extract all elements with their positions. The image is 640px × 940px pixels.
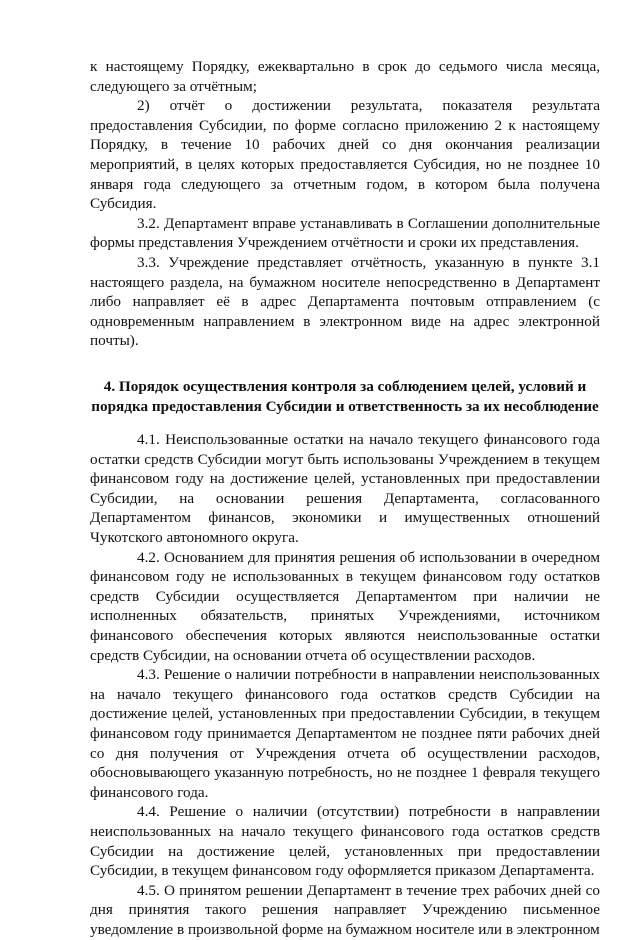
paragraph-4-5: 4.5. О принятом решении Департамент в течение трех рабочих дней со дня принятия такого решения направляет Учреждению письменное уведомление в произвольной форме на бумажном носителе или в электронном: [90, 881, 600, 938]
paragraph-4-3: 4.3. Решение о наличии потребности в направлении неиспользованных на начало текущего финансового года остатков средств Субсидии на достижение целей, установленных при предоставлении Субсидии, в текущем финансовом году принимается Департаментом не позднее пяти рабочих дней со дня получения от Учреждения отчета об осуществлении расходов, обосновывающего указанную потребность, но не позднее 1 февраля текущего финансового года.: [90, 666, 600, 801]
paragraph-4-4: 4.4. Решение о наличии (отсутствии) потребности в направлении неиспользованных на начало текущего финансового года остатков средств Субсидии на достижение целей, установленных при предоставлении Субсидии, в текущем финансовом году оформляется приказом Департамента.: [90, 803, 600, 880]
paragraph-4-1: 4.1. Неиспользованные остатки на начало текущего финансового года остатки средств Субсидии могут быть использованы Учреждением в текущем финансовом году на достижение целей, установленных при предоставлении Субсидии, на основании решения Департамента, согласованного Департаментом финансов, экономики и имущественных отношений Чукотского автономного округа.: [90, 431, 600, 547]
section-heading: [90, 377, 600, 416]
section-heading-line-2: порядка предоставления Субсидии и ответственность за их несоблюдение: [91, 397, 599, 415]
paragraph-4-2: 4.2. Основанием для принятия решения об использовании в очередном финансовом году не использованных в текущем финансовом году остатков средств Субсидии осуществляется Департаментом при наличии не исполненных обязательств, принятых Учреждениями, источником финансового обеспечения которых являются неиспользованные остатки средств Субсидии, на основании отчета об осуществлении расходов.: [90, 548, 600, 664]
paragraph-3-3: 3.3. Учреждение представляет отчётность, указанную в пункте 3.1 настоящего раздела, на бумажном носителе непосредственно в Департамент либо направляет её в адрес Департамента почтовым отправлением (с одновременным направлением в электронном виде на адрес электронной почты).: [90, 253, 600, 350]
paragraph-3-2: 3.2. Департамент вправе устанавливать в Соглашении дополнительные формы представления Учреждением отчётности и сроки их представления.: [90, 214, 600, 252]
paragraph-continuation: к настоящему Порядку, ежеквартально в срок до седьмого числа месяца, следующего за отчётным;: [90, 58, 600, 95]
section-heading-line-1: 4. Порядок осуществления контроля за соблюдением целей, условий и: [103, 377, 587, 395]
paragraph-item-2: 2) отчёт о достижении результата, показателя результата предоставления Субсидии, по форме согласно приложению 2 к настоящему Порядку, в течение 10 рабочих дней со дня окончания реализации мероприятий, в целях которых предоставляется Субсидия, но не позднее 10 января года следующего за отчетным годом, в котором была получена Субсидия.: [90, 97, 600, 213]
